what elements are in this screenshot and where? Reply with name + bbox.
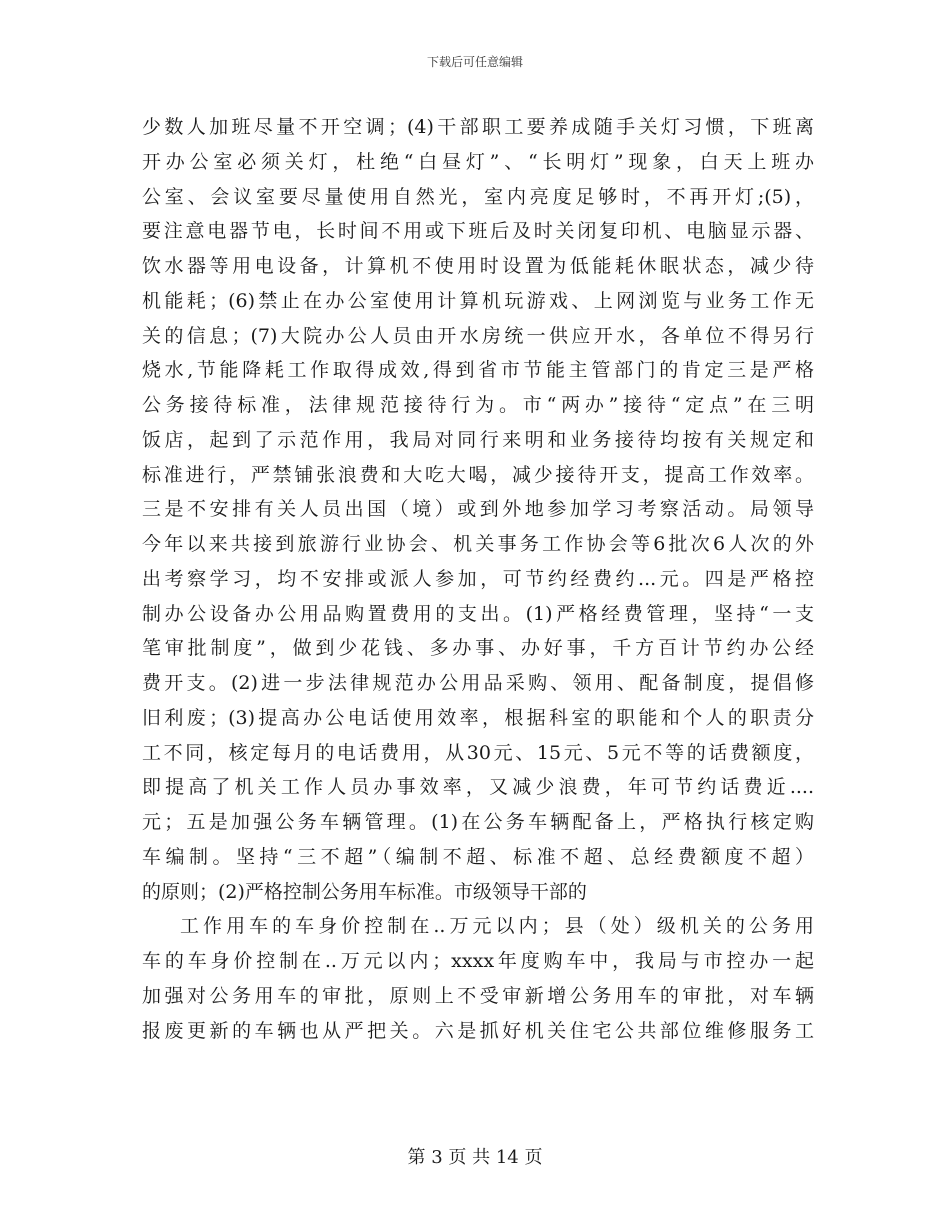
text-line: 少数人加班尽量不开空调；(4)干部职工要养成随手关灯习惯，下班离 xyxy=(142,116,814,138)
document-body xyxy=(142,110,814,1048)
page-header: 下载后可任意编辑 xyxy=(426,55,523,69)
text-line: 公室、会议室要尽量使用自然光，室内亮度足够时，不再开灯;(5)， xyxy=(142,185,814,208)
text-line: 加强对公务用车的审批，原则上不受审新增公务用车的审批，对车辆 xyxy=(142,984,814,1007)
text-line: 出考察学习，均不安排或派人参加，可节约经费约...元。四是严格控 xyxy=(142,567,814,590)
text-line: 今年以来共接到旅游行业协会、机关事务工作协会等6批次6人次的外 xyxy=(142,533,814,555)
text-line: 即提高了机关工作人员办事效率，又减少浪费，年可节约话费近.... xyxy=(142,776,814,799)
text-line: 工不同，核定每月的电话费用，从30元、15元、5元不等的话费额度， xyxy=(142,741,814,764)
text-line: 关的信息；(7)大院办公人员由开水房统一供应开水，各单位不得另行 xyxy=(142,324,814,347)
text-line: 公务接待标准，法律规范接待行为。市“两办”接待“定点”在三明 xyxy=(142,394,814,416)
page-number-footer: 第 3 页 共 14 页 xyxy=(407,1147,543,1168)
text-line: 旧利废；(3)提高办公电话使用效率，根据科室的职能和个人的职责分 xyxy=(142,706,814,729)
text-line: 饭店，起到了示范作用，我局对同行来明和业务接待均按有关规定和 xyxy=(142,428,814,451)
text-line: 车的车身价控制在..万元以内；xxxx年度购车中，我局与市控办一起 xyxy=(142,950,814,972)
text-line: 笔审批制度”，做到少花钱、多办事、办好事，千方百计节约办公经 xyxy=(142,637,814,660)
text-line: 报废更新的车辆也从严把关。六是抓好机关住宅公共部位维修服务工 xyxy=(142,1019,814,1042)
text-line: 饮水器等用电设备，计算机不使用时设置为低能耗休眠状态，减少待 xyxy=(142,255,814,277)
text-line: 制办公设备办公用品购置费用的支出。(1)严格经费管理，坚持“一支 xyxy=(142,602,814,625)
text-line: 三是不安排有关人员出国（境）或到外地参加学习考察活动。局领导 xyxy=(142,498,814,521)
text-line: 车编制。坚持“三不超”（编制不超、标准不超、总经费额度不超） xyxy=(142,845,814,868)
text-line: 要注意电器节电，长时间不用或下班后及时关闭复印机、电脑显示器、 xyxy=(142,220,814,243)
text-line: 工作用车的车身价控制在..万元以内；县（处）级机关的公务用 xyxy=(180,915,814,938)
text-line: 机能耗；(6)禁止在办公室使用计算机玩游戏、上网浏览与业务工作无 xyxy=(142,289,814,312)
text-line: 开办公室必须关灯，杜绝“白昼灯”、“长明灯”现象，白天上班办 xyxy=(142,150,814,173)
text-line: 元；五是加强公务车辆管理。(1)在公务车辆配备上，严格执行核定购 xyxy=(142,811,814,833)
text-line: 的原则；(2)严格控制公务用车标准。市级领导干部的 xyxy=(142,880,587,903)
text-line: 标准进行，严禁铺张浪费和大吃大喝，减少接待开支，提高工作效率。 xyxy=(142,463,814,486)
text-line: 费开支。(2)进一步法律规范办公用品采购、领用、配备制度，提倡修 xyxy=(142,672,814,694)
text-line: 烧水,节能降耗工作取得成效,得到省市节能主管部门的肯定三是严格 xyxy=(142,359,814,382)
